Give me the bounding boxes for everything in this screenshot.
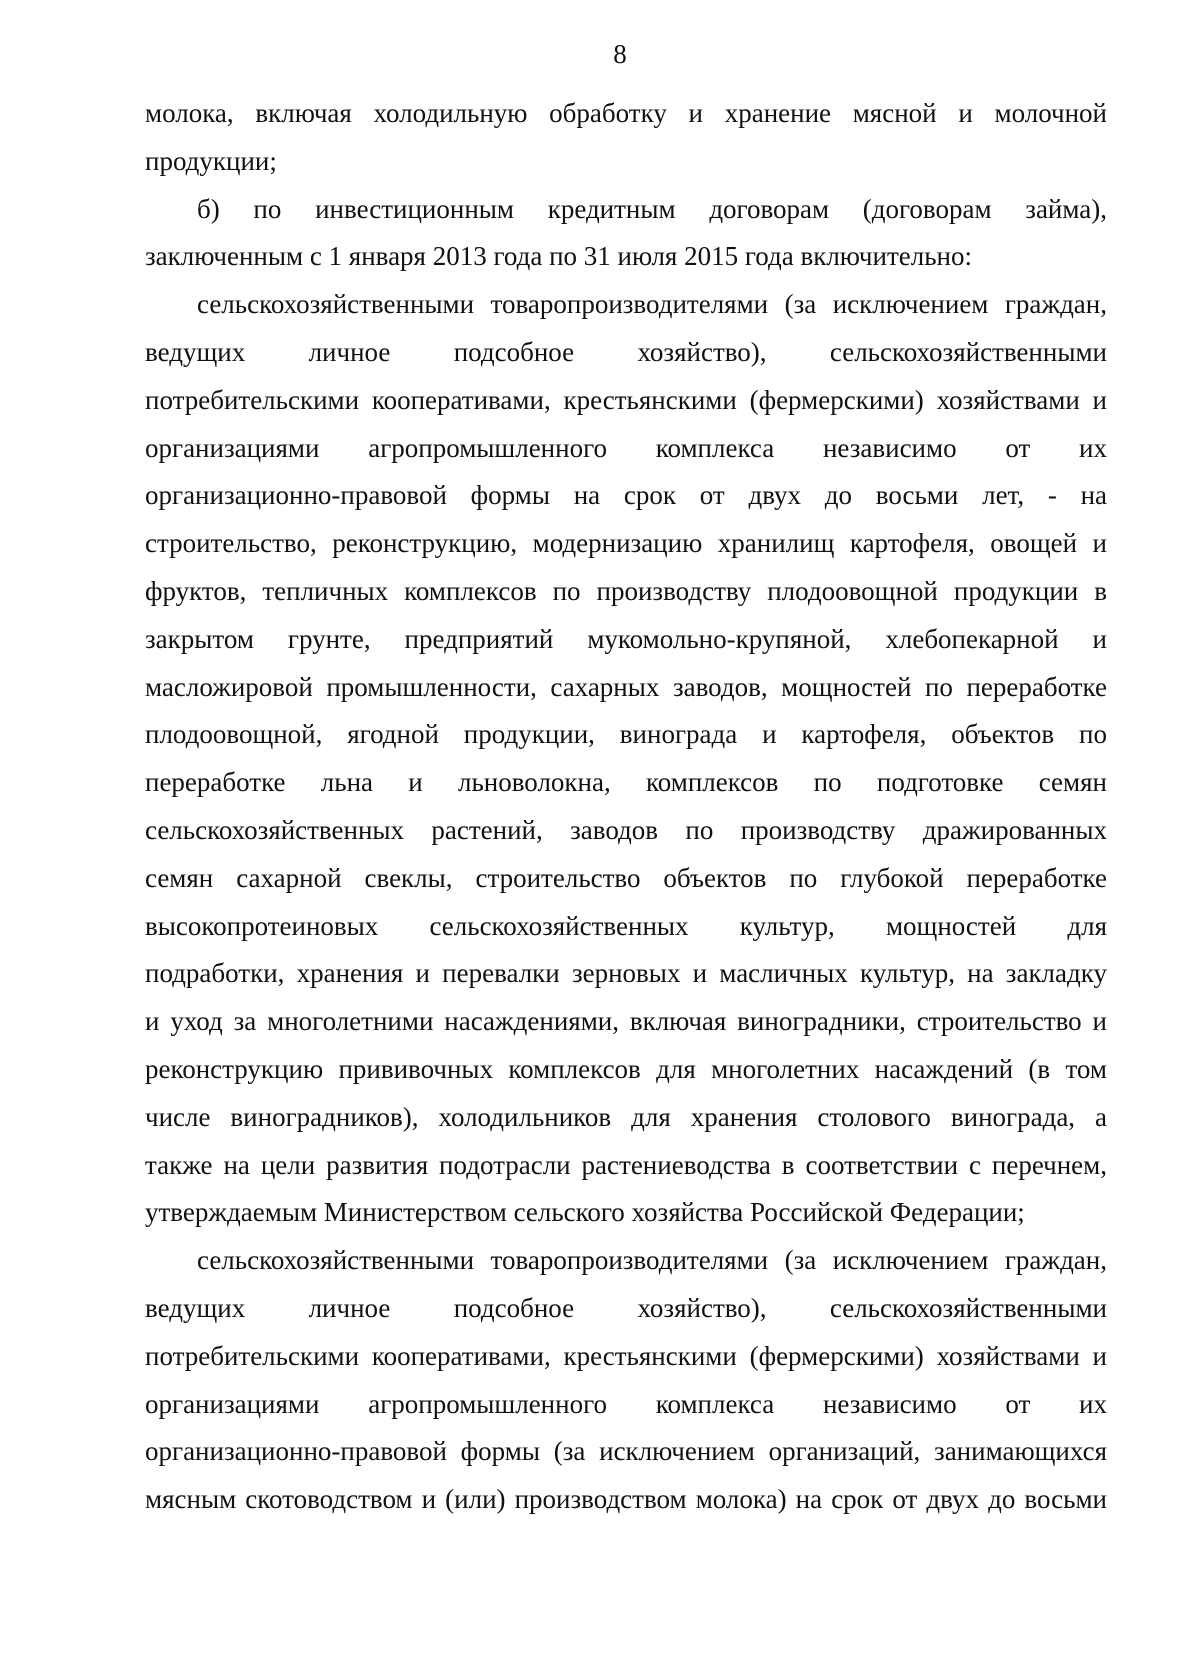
page-number: 8 [613, 39, 627, 69]
text-line: организациями агропромышленного комплекса независимо от их [145, 1388, 1107, 1419]
text-line: числе виноградников), холодильников для хранения столового винограда, а [145, 1101, 1107, 1132]
text-line: ведущих личное подсобное хозяйство), сельскохозяйственными [145, 1292, 1107, 1323]
paragraph [145, 281, 1107, 1237]
document-body [145, 90, 1107, 1524]
text-line: фруктов, тепличных комплексов по производству плодоовощной продукции в [145, 575, 1107, 606]
text-line: б) по инвестиционным кредитным договорам (договорам займа), [197, 193, 1107, 224]
text-line: закрытом грунте, предприятий мукомольно-крупяной, хлебопекарной и [145, 623, 1107, 654]
paragraph [145, 90, 1107, 186]
text-line: переработке льна и льноволокна, комплексов по подготовке семян [145, 767, 1107, 798]
text-line: утверждаемым Министерством сельского хозяйства Российской Федерации; [145, 1197, 1025, 1228]
text-line: организациями агропромышленного комплекса независимо от их [145, 432, 1107, 463]
text-line: семян сахарной свеклы, строительство объектов по глубокой переработке [145, 862, 1107, 893]
text-line: молока, включая холодильную обработку и хранение мясной и молочной [145, 98, 1107, 128]
text-line: сельскохозяйственных растений, заводов по производству дражированных [145, 814, 1107, 845]
text-line: подработки, хранения и перевалки зерновых и масличных культур, на закладку [145, 958, 1107, 989]
text-line: строительство, реконструкцию, модернизацию хранилищ картофеля, овощей и [145, 528, 1107, 559]
text-line: сельскохозяйственными товаропроизводителями (за исключением граждан, [197, 289, 1107, 320]
text-line: ведущих личное подсобное хозяйство), сельскохозяйственными [145, 336, 1107, 367]
text-line: мясным скотоводством и (или) производством молока) на срок от двух до восьми [145, 1484, 1107, 1515]
text-line: и уход за многолетними насаждениями, включая виноградники, строительство и [145, 1006, 1107, 1037]
text-line: организационно-правовой формы на срок от двух до восьми лет, - на [145, 480, 1107, 511]
text-line: также на цели развития подотрасли растениеводства в соответствии с перечнем, [145, 1149, 1107, 1180]
text-line: потребительскими кооперативами, крестьянскими (фермерскими) хозяйствами и [145, 1340, 1107, 1371]
paragraph [145, 186, 1107, 282]
text-line: продукции; [145, 145, 277, 176]
paragraph [145, 1237, 1107, 1524]
text-line: плодоовощной, ягодной продукции, винограда и картофеля, объектов по [145, 719, 1107, 750]
text-line: сельскохозяйственными товаропроизводителями (за исключением граждан, [197, 1245, 1107, 1276]
text-line: заключенным с 1 января 2013 года по 31 июля 2015 года включительно: [145, 241, 972, 272]
text-line: потребительскими кооперативами, крестьянскими (фермерскими) хозяйствами и [145, 384, 1107, 415]
text-line: организационно-правовой формы (за исключением организаций, занимающихся [145, 1436, 1107, 1467]
text-line: реконструкцию прививочных комплексов для многолетних насаждений (в том [145, 1053, 1107, 1084]
text-line: высокопротеиновых сельскохозяйственных культур, мощностей для [145, 910, 1107, 941]
text-line: масложировой промышленности, сахарных заводов, мощностей по переработке [145, 671, 1107, 702]
